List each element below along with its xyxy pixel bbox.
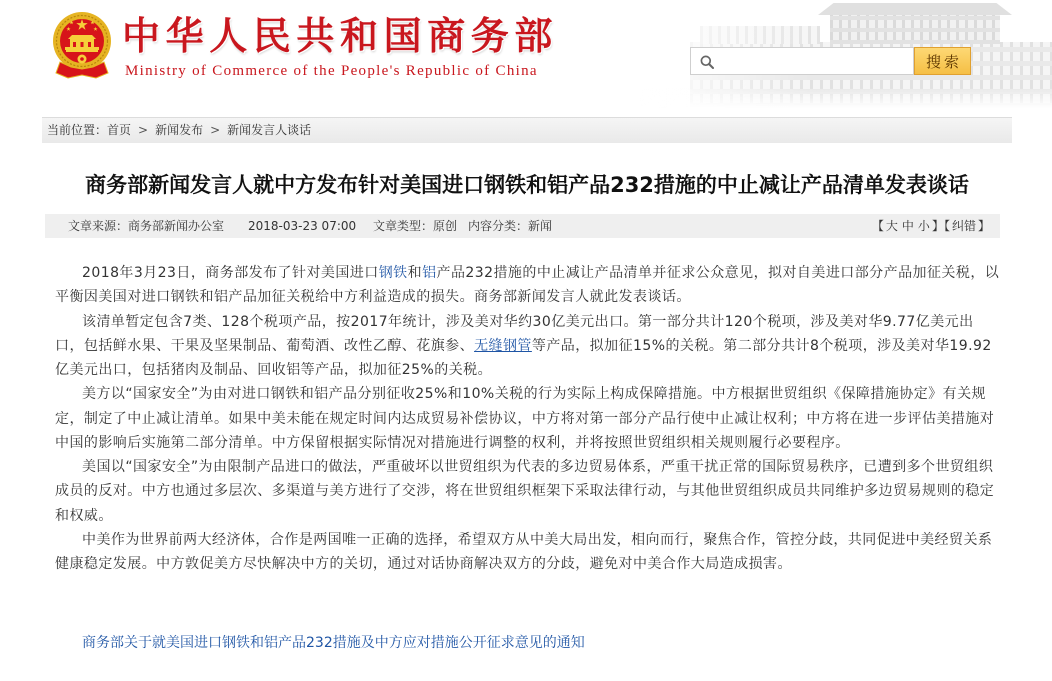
article-datetime: 2018-03-23 07:00 <box>248 219 357 233</box>
search-input[interactable] <box>690 47 914 75</box>
keyword-link-steel[interactable]: 钢铁 <box>378 265 408 281</box>
article-source-label: 文章来源： <box>68 219 129 233</box>
article-paragraph-3 <box>55 382 1001 455</box>
keyword-link-aluminum[interactable]: 铝 <box>422 265 437 281</box>
report-error-link[interactable]: 纠错 <box>951 219 976 233</box>
bracket-close: 】 <box>977 219 990 233</box>
article-meta-bar <box>45 214 1000 238</box>
building-fade-bottom <box>640 88 1052 108</box>
article-title: 商务部新闻发言人就中方发布针对美国进口钢铁和铝产品232措施的中止减让产品清单发表谈话 <box>85 173 969 197</box>
search-icon-graphic <box>700 55 714 69</box>
article-type <box>373 214 457 238</box>
paragraph-text: 美方以“国家安全”为由对进口钢铁和铝产品分别征收25%和10%关税的行为实际上构成保障措施。中方根据世贸组织《保障措施协定》有关规定，制定了中止减让清单。如果中美未能在规定时间内达成贸易补偿协议，中方将对第一部分产品行使中止减让权利；中方将在进一步评估美措施对中国的影响后实施第二部分清单。中方保留根据实际情况对措施进行调整的权利，并将按照世贸组织相关规则履行必要程序。 <box>55 386 995 451</box>
bracket-open: 【 <box>943 219 950 233</box>
building-tower <box>830 14 1000 44</box>
site-title-cn: 中华人民共和国商务部 <box>122 13 559 58</box>
article-paragraph-1 <box>55 261 1001 310</box>
breadcrumb-spokesperson-remarks[interactable]: 新闻发言人谈话 <box>227 123 312 137</box>
article-source-value: 商务部新闻办公室 <box>128 219 225 233</box>
breadcrumb-separator: > <box>138 123 149 137</box>
article-paragraph-2 <box>55 310 1001 383</box>
article-type-value: 原创 <box>433 219 458 233</box>
article-category <box>468 214 552 238</box>
search-bar <box>690 47 972 75</box>
article-tools <box>872 214 990 238</box>
building-roof <box>818 3 1012 15</box>
related-notice-link[interactable]: 商务部关于就美国进口钢铁和铝产品232措施及中方应对措施公开征求意见的通知 <box>82 635 585 651</box>
site-logo-link[interactable] <box>0 0 580 100</box>
paragraph-text: 和 <box>407 265 423 281</box>
article-paragraph-4 <box>55 455 1001 528</box>
paragraph-text: 等产品，拟加征15%的关税。第二部分共计8个税项，涉及美对华19.92亿美元出口，包括猪肉及制品、回收铝等产品，拟加征25%的关税。 <box>55 337 992 378</box>
font-size-large[interactable]: 大 <box>885 219 898 233</box>
search-icon <box>700 54 714 68</box>
breadcrumb-prefix: 当前位置： <box>47 123 108 137</box>
emblem-gate-doors <box>73 42 91 47</box>
national-emblem-icon <box>52 12 112 80</box>
paragraph-text: 中美作为世界前两大经济体，合作是两国唯一正确的选择，希望双方从中美大局出发，相向而行，聚焦合作，管控分歧，共同促进中美经贸关系健康稳定发展。中方敦促美方尽快解决中方的关切，通过对话协商解决双方的分歧，避免对中美合作大局造成损害。 <box>55 531 993 572</box>
paragraph-text: 2018年3月23日，商务部发布了针对美国进口 <box>82 265 379 281</box>
paragraph-text: 美国以“国家安全”为由限制产品进口的做法，严重破坏以世贸组织为代表的多边贸易体系，严重干扰正常的国际贸易秩序，已遭到多个世贸组织成员的反对。中方也通过多层次、多渠道与美方进行了交涉，将在世贸组织框架下采取法律行动，与其他世贸组织成员共同维护多边贸易规则的稳定和权威。 <box>55 459 995 524</box>
breadcrumb-home[interactable]: 首页 <box>107 123 132 137</box>
article-type-label: 文章类型： <box>373 219 434 233</box>
bracket-close: 】 <box>931 219 944 233</box>
font-size-small[interactable]: 小 <box>917 219 930 233</box>
article-category-label: 内容分类： <box>468 219 529 233</box>
font-size-medium[interactable]: 中 <box>901 219 914 233</box>
keyword-link-seamless-steel-pipe[interactable]: 无缝钢管 <box>474 337 532 354</box>
breadcrumb <box>42 117 1012 143</box>
breadcrumb-news-release[interactable]: 新闻发布 <box>155 123 204 137</box>
bracket-open: 【 <box>871 219 884 233</box>
article-source <box>68 214 224 238</box>
article-category-value: 新闻 <box>528 219 553 233</box>
article-paragraph-5 <box>55 528 1001 577</box>
site-title-en: Ministry of Commerce of the People's Republic of China <box>125 63 538 79</box>
emblem-gear-center <box>80 57 84 61</box>
national-emblem-graphic <box>52 12 112 80</box>
search-button[interactable]: 搜索 <box>914 47 971 75</box>
paragraph-text: 产品232措施的中止减让产品清单并征求公众意见，拟对自美进口部分产品加征关税，以平衡因美国对进口钢铁和铝产品加征关税给中方利益造成的损失。商务部新闻发言人就此发表谈话。 <box>55 265 1000 306</box>
paragraph-text: 该清单暂定包含7类、128个税项产品，按2017年统计，涉及美对华约30亿美元出口。第一部分共计120个税项，涉及美对华9.77亿美元出口，包括鲜水果、干果及坚果制品、葡萄酒、改性乙醇、花旗参、 <box>55 313 974 354</box>
article-body <box>55 261 1001 576</box>
breadcrumb-separator: > <box>210 123 221 137</box>
